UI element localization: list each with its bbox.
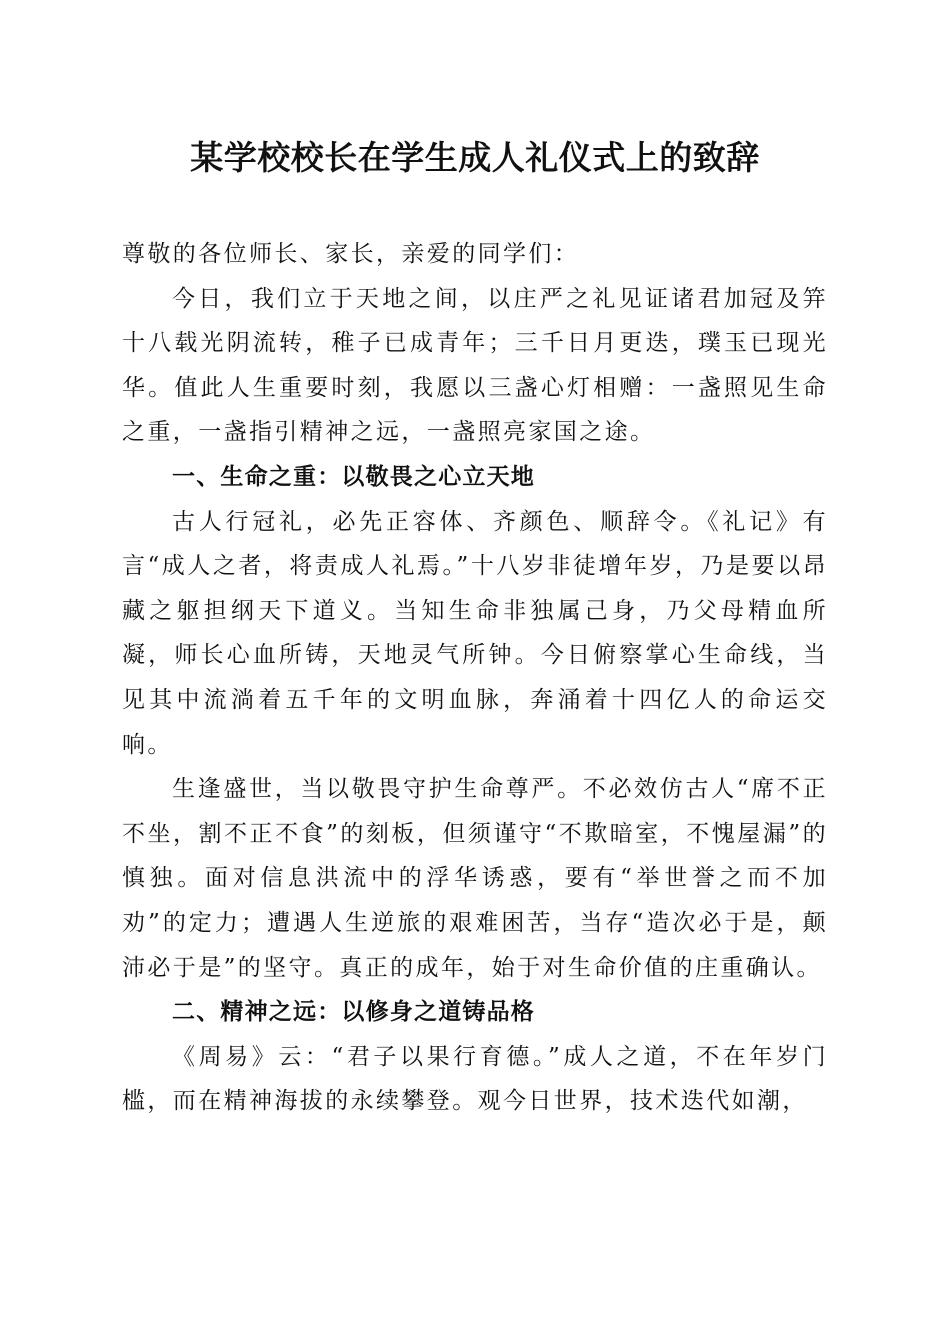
document-body (122, 232, 828, 1124)
paragraph-section1-1: 古人行冠礼，必先正容体、齐颜色、顺辞令。《礼记》有言“成人之者，将责成人礼焉。”十八岁非徒增年岁，乃是要以昂藏之躯担纲天下道义。当知生命非独属己身，乃父母精血所凝，师长心血所铸，天地灵气所钟。今日俯察掌心生命线，当见其中流淌着五千年的文明血脉，奔涌着十四亿人的命运交响。 (122, 508, 828, 758)
section-heading-2: 二、精神之远：以修身之道铸品格 (172, 999, 535, 1026)
paragraph-intro: 今日，我们立于天地之间，以庄严之礼见证诸君加冠及笄十八载光阴流转，稚子已成青年；三千日月更迭，璞玉已现光华。值此人生重要时刻，我愿以三盏心灯相赠：一盏照见生命之重，一盏指引精神之远，一盏照亮家国之途。 (122, 285, 828, 446)
paragraph-section2-1: 《周易》云：“君子以果行育德。”成人之道，不在年岁门槛，而在精神海拔的永续攀登。观今日世界，技术迭代如潮， (122, 1043, 828, 1115)
document-title: 某学校校长在学生成人礼仪式上的致辞 (190, 138, 760, 177)
section-heading-1: 一、生命之重：以敬畏之心立天地 (172, 463, 535, 490)
salutation: 尊敬的各位师长、家长，亲爱的同学们： (122, 241, 580, 267)
paragraph-section1-2: 生逢盛世，当以敬畏守护生命尊严。不必效仿古人“席不正不坐，割不正不食”的刻板，但须谨守“不欺暗室，不愧屋漏”的慎独。面对信息洪流中的浮华诱惑，要有“举世誉之而不加劝”的定力；遭遇人生逆旅的艰难困苦，当存“造次必于是，颠沛必于是”的坚守。真正的成年，始于对生命价值的庄重确认。 (122, 776, 828, 981)
